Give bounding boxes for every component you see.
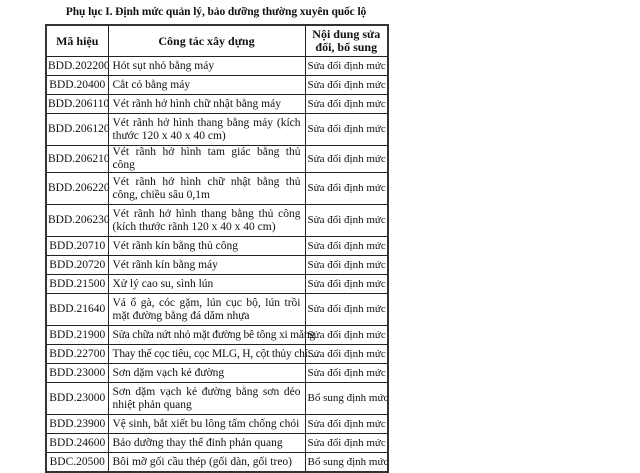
- header-work: Công tác xây dựng: [108, 25, 305, 57]
- cell-work: Thay thế cọc tiêu, cọc MLG, H, cột thủy chí…: [108, 345, 305, 364]
- cell-work: Vét rãnh kín bằng thủ công: [108, 237, 305, 256]
- table-row: [46, 76, 388, 95]
- cell-code: BDD.206110: [46, 95, 108, 114]
- cell-work: Bôi mỡ gối cầu thép (gối dàn, gối treo): [108, 453, 305, 473]
- cell-change: Bổ sung định mức: [305, 383, 388, 415]
- cell-change: Sửa đổi định mức: [305, 256, 388, 275]
- cell-work: Sơn dặm vạch kẻ đường bằng sơn dẻo nhiệt phản quang: [108, 383, 305, 415]
- table-row: [46, 294, 388, 326]
- cell-code: BDC.20500: [46, 453, 108, 473]
- cell-work: Vá ổ gà, cóc gặm, lún cục bộ, lún trồi mặt đường bằng đá dăm nhựa: [108, 294, 305, 326]
- cell-work: Vét rãnh kín bằng máy: [108, 256, 305, 275]
- table-row: [46, 146, 388, 173]
- table-row: [46, 95, 388, 114]
- cell-code: BDD.21900: [46, 326, 108, 345]
- cell-code: BDD.20400: [46, 76, 108, 95]
- table-row: [46, 237, 388, 256]
- cell-change: Sửa đổi định mức: [305, 114, 388, 146]
- cell-change: Sửa đổi định mức: [305, 173, 388, 205]
- cell-code: BDD.23900: [46, 415, 108, 434]
- cell-code: BDD.206210: [46, 146, 108, 173]
- cell-change: Sửa đổi định mức: [305, 237, 388, 256]
- cell-change: Sửa đổi định mức: [305, 345, 388, 364]
- table-row: [46, 256, 388, 275]
- table-row: [46, 275, 388, 294]
- cell-change: Sửa đổi định mức: [305, 294, 388, 326]
- cell-work: Vét rãnh hở hình thang bằng máy (kích thước 120 x 40 x 40 cm): [108, 114, 305, 146]
- header-code: Mã hiệu: [46, 25, 108, 57]
- cell-code: BDD.24600: [46, 434, 108, 453]
- table-row: [46, 114, 388, 146]
- table-row: [46, 453, 388, 473]
- cell-work: Vét rãnh hở hình chữ nhật bằng máy: [108, 95, 305, 114]
- cell-change: Sửa đổi định mức: [305, 57, 388, 76]
- cell-change: Sửa đổi định mức: [305, 95, 388, 114]
- cell-change: Sửa đổi định mức: [305, 415, 388, 434]
- table-header-row: [46, 25, 388, 57]
- cell-change: Sửa đổi định mức: [305, 146, 388, 173]
- table-row: [46, 364, 388, 383]
- cell-change: Sửa đổi định mức: [305, 275, 388, 294]
- cell-code: BDD.206220: [46, 173, 108, 205]
- table-row: [46, 415, 388, 434]
- cell-work: Vệ sinh, bắt xiết bu lông tấm chống chói: [108, 415, 305, 434]
- appendix-title: Phụ lục I. Định mức quản lý, bảo dưỡng thường xuyên quốc lộ: [65, 6, 367, 18]
- table-row: [46, 345, 388, 364]
- cell-code: BDD.20710: [46, 237, 108, 256]
- cell-code: BDD.21640: [46, 294, 108, 326]
- table-row: [46, 434, 388, 453]
- cell-code: BDD.22700: [46, 345, 108, 364]
- cell-work: Cắt cỏ bằng máy: [108, 76, 305, 95]
- table-row: [46, 57, 388, 76]
- table-row: [46, 173, 388, 205]
- table-row: [46, 383, 388, 415]
- table-row: [46, 326, 388, 345]
- cell-code: BDD.21500: [46, 275, 108, 294]
- cell-code: BDD.20720: [46, 256, 108, 275]
- cell-work: Hót sụt nhỏ bằng máy: [108, 57, 305, 76]
- cell-work: Sơn dặm vạch kẻ đường: [108, 364, 305, 383]
- header-change: Nội dung sửa đổi, bổ sung: [305, 25, 388, 57]
- cell-work: Bảo dưỡng thay thế đinh phản quang: [108, 434, 305, 453]
- cell-code: BDD.23000: [46, 364, 108, 383]
- cell-work: Vét rãnh hở hình chữ nhật bằng thủ công, chiều sâu 0,1m: [108, 173, 305, 205]
- cell-work: Sửa chữa nứt nhỏ mặt đường bê tông xi măng: [108, 326, 305, 345]
- cell-change: Bổ sung định mức: [305, 453, 388, 473]
- cell-code: BDD.206230: [46, 205, 108, 237]
- cell-change: Sửa đổi định mức: [305, 76, 388, 95]
- cell-work: Vét rãnh hở hình tam giác bằng thủ công: [108, 146, 305, 173]
- cell-code: BDD.202200: [46, 57, 108, 76]
- cell-work: Vét rãnh hở hình thang bằng thủ công (kích thước rãnh 120 x 40 x 40 cm): [108, 205, 305, 237]
- cell-change: Sửa đổi định mức: [305, 434, 388, 453]
- cell-change: Sửa đổi định mức: [305, 326, 388, 345]
- norms-table: [45, 24, 389, 473]
- cell-code: BDD.206120: [46, 114, 108, 146]
- table-row: [46, 205, 388, 237]
- cell-work: Xử lý cao su, sình lún: [108, 275, 305, 294]
- cell-change: Sửa đổi định mức: [305, 364, 388, 383]
- cell-code: BDD.23000: [46, 383, 108, 415]
- cell-change: Sửa đổi định mức: [305, 205, 388, 237]
